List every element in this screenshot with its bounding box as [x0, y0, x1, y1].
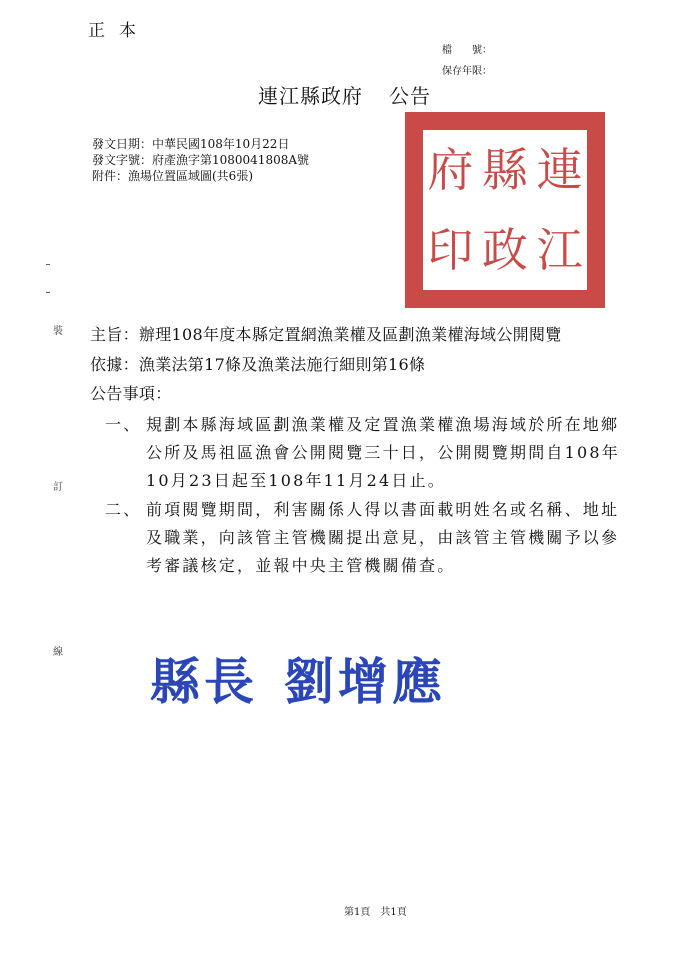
seal-character: 縣 [481, 143, 528, 197]
file-number-label: 檔 號： [442, 45, 492, 56]
item-1-marker: 一、 [105, 415, 142, 434]
binding-mark-zhuang: 裝 [53, 326, 63, 337]
item-2-marker: 二、 [105, 500, 142, 519]
item-2-line: 前項閱覽期間，利害關係人得以書面載明姓名或名稱、地址 [146, 500, 620, 519]
agency-name: 連江縣政府 [258, 84, 363, 108]
issue-date: 發文日期：中華民國108年10月22日 [92, 137, 290, 151]
attachment-note: 附件：漁場位置區域圖(共6張) [92, 169, 253, 183]
document-title [258, 80, 431, 109]
subject-line: 主旨：辦理108年度本縣定置網漁業權及區劃漁業權海域公開閱覽 [90, 325, 562, 344]
notice-heading: 公告事項： [90, 384, 172, 403]
issue-number: 發文字號：府產漁字第1080041808A號 [92, 153, 310, 167]
seal-character: 江 [536, 223, 583, 277]
signature-name: 劉增應 [284, 653, 446, 711]
seal-character: 府 [427, 143, 474, 197]
document-type: 公告 [389, 84, 431, 108]
binding-mark-ding: 訂 [53, 482, 63, 493]
retention-label: 保存年限： [442, 66, 492, 77]
signature-stamp [150, 642, 446, 714]
item-2-line: 考審議核定，並報中央主管機關備查。 [146, 556, 456, 575]
official-seal [405, 112, 605, 308]
seal-character: 連 [536, 143, 583, 197]
item-1-line: 規劃本縣海域區劃漁業權及定置漁業權漁場海域於所在地鄉 [146, 415, 620, 434]
binding-tick [46, 292, 50, 293]
item-1-line: 10月23日起至108年11月24日止。 [146, 471, 446, 490]
item-1-line: 公所及馬祖區漁會公開閱覽三十日，公開閱覽期間自108年 [146, 443, 620, 462]
page-footer: 第1頁 共1頁 [344, 907, 407, 918]
binding-tick [46, 264, 50, 265]
basis-line: 依據：漁業法第17條及漁業法施行細則第16條 [90, 355, 426, 374]
copy-mark: 正本 [88, 21, 150, 41]
seal-character: 政 [481, 223, 528, 277]
seal-character: 印 [427, 223, 474, 277]
signature-title: 縣長 [150, 653, 258, 711]
binding-mark-xian: 線 [53, 647, 63, 658]
item-2-line: 及職業，向該管主管機關提出意見，由該管主管機關予以參 [146, 528, 620, 547]
